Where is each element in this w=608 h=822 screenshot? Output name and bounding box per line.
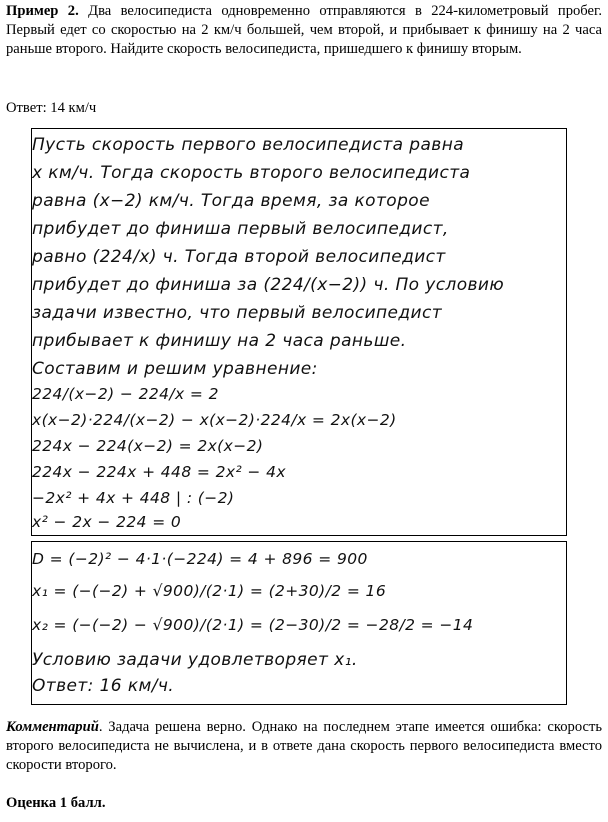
final-answer-line: Ответ: 16 км/ч. (32, 676, 175, 696)
answer-line: Ответ: 14 км/ч (6, 100, 97, 116)
discriminant-line: D = (−2)² − 4·1·(−224) = 4 + 896 = 900 (32, 550, 368, 568)
solution-line: прибывает к финишу на 2 часа раньше. (32, 331, 407, 351)
problem-text: Два велосипедиста одновременно отправляются в 224-километровый пробег. Первый едет со скоростью на 2 км/ч большей, чем второй, и прибывает к финишу на 2 часа раньше второго. Найдите скорость велосипедиста, пришедшего к финишу вторым. (6, 3, 603, 57)
equation-line: x(x−2)·224/(x−2) − x(x−2)·224/x = 2x(x−2) (32, 411, 397, 429)
root1-line: x₁ = (−(−2) + √900)/(2·1) = (2+30)/2 = 16 (32, 582, 387, 600)
solution-line: x км/ч. Тогда скорость второго велосипедиста (32, 163, 471, 183)
handwritten-solution-part1 (31, 128, 567, 536)
comment-text: . Задача решена верно. Однако на последнем этапе имеется ошибка: скорость второго велосипедиста не вычислена, и в ответе дана скорость первого велосипедиста вместо скорости второго. (6, 719, 602, 773)
solution-line: равна (x−2) км/ч. Тогда время, за которое (32, 191, 430, 211)
solution-line: Пусть скорость первого велосипедиста равна (32, 135, 465, 155)
handwritten-solution-part2 (31, 541, 567, 705)
solution-line: прибудет до финиша первый велосипедист, (32, 219, 449, 239)
equation-line: −2x² + 4x + 448 | : (−2) (32, 489, 235, 507)
problem-statement (6, 2, 602, 59)
equation-line: 224/(x−2) − 224/x = 2 (32, 385, 219, 403)
condition-line: Условию задачи удовлетворяет x₁. (32, 650, 358, 670)
grade: Оценка 1 балл. (6, 795, 106, 811)
solution-line: Составим и решим уравнение: (32, 359, 318, 379)
solution-line: равно (224/x) ч. Тогда второй велосипедист (32, 247, 446, 267)
problem-label: Пример 2. (6, 3, 79, 19)
equation-line: 224x − 224(x−2) = 2x(x−2) (32, 437, 264, 455)
equation-line: 224x − 224x + 448 = 2x² − 4x (32, 463, 286, 481)
comment (6, 718, 602, 775)
solution-line: задачи известно, что первый велосипедист (32, 303, 443, 323)
equation-line: x² − 2x − 224 = 0 (32, 513, 182, 531)
solution-line: прибудет до финиша за (224/(x−2)) ч. По условию (32, 275, 505, 295)
root2-line: x₂ = (−(−2) − √900)/(2·1) = (2−30)/2 = −28/2 = −14 (32, 616, 474, 634)
comment-label: Комментарий (6, 719, 99, 735)
